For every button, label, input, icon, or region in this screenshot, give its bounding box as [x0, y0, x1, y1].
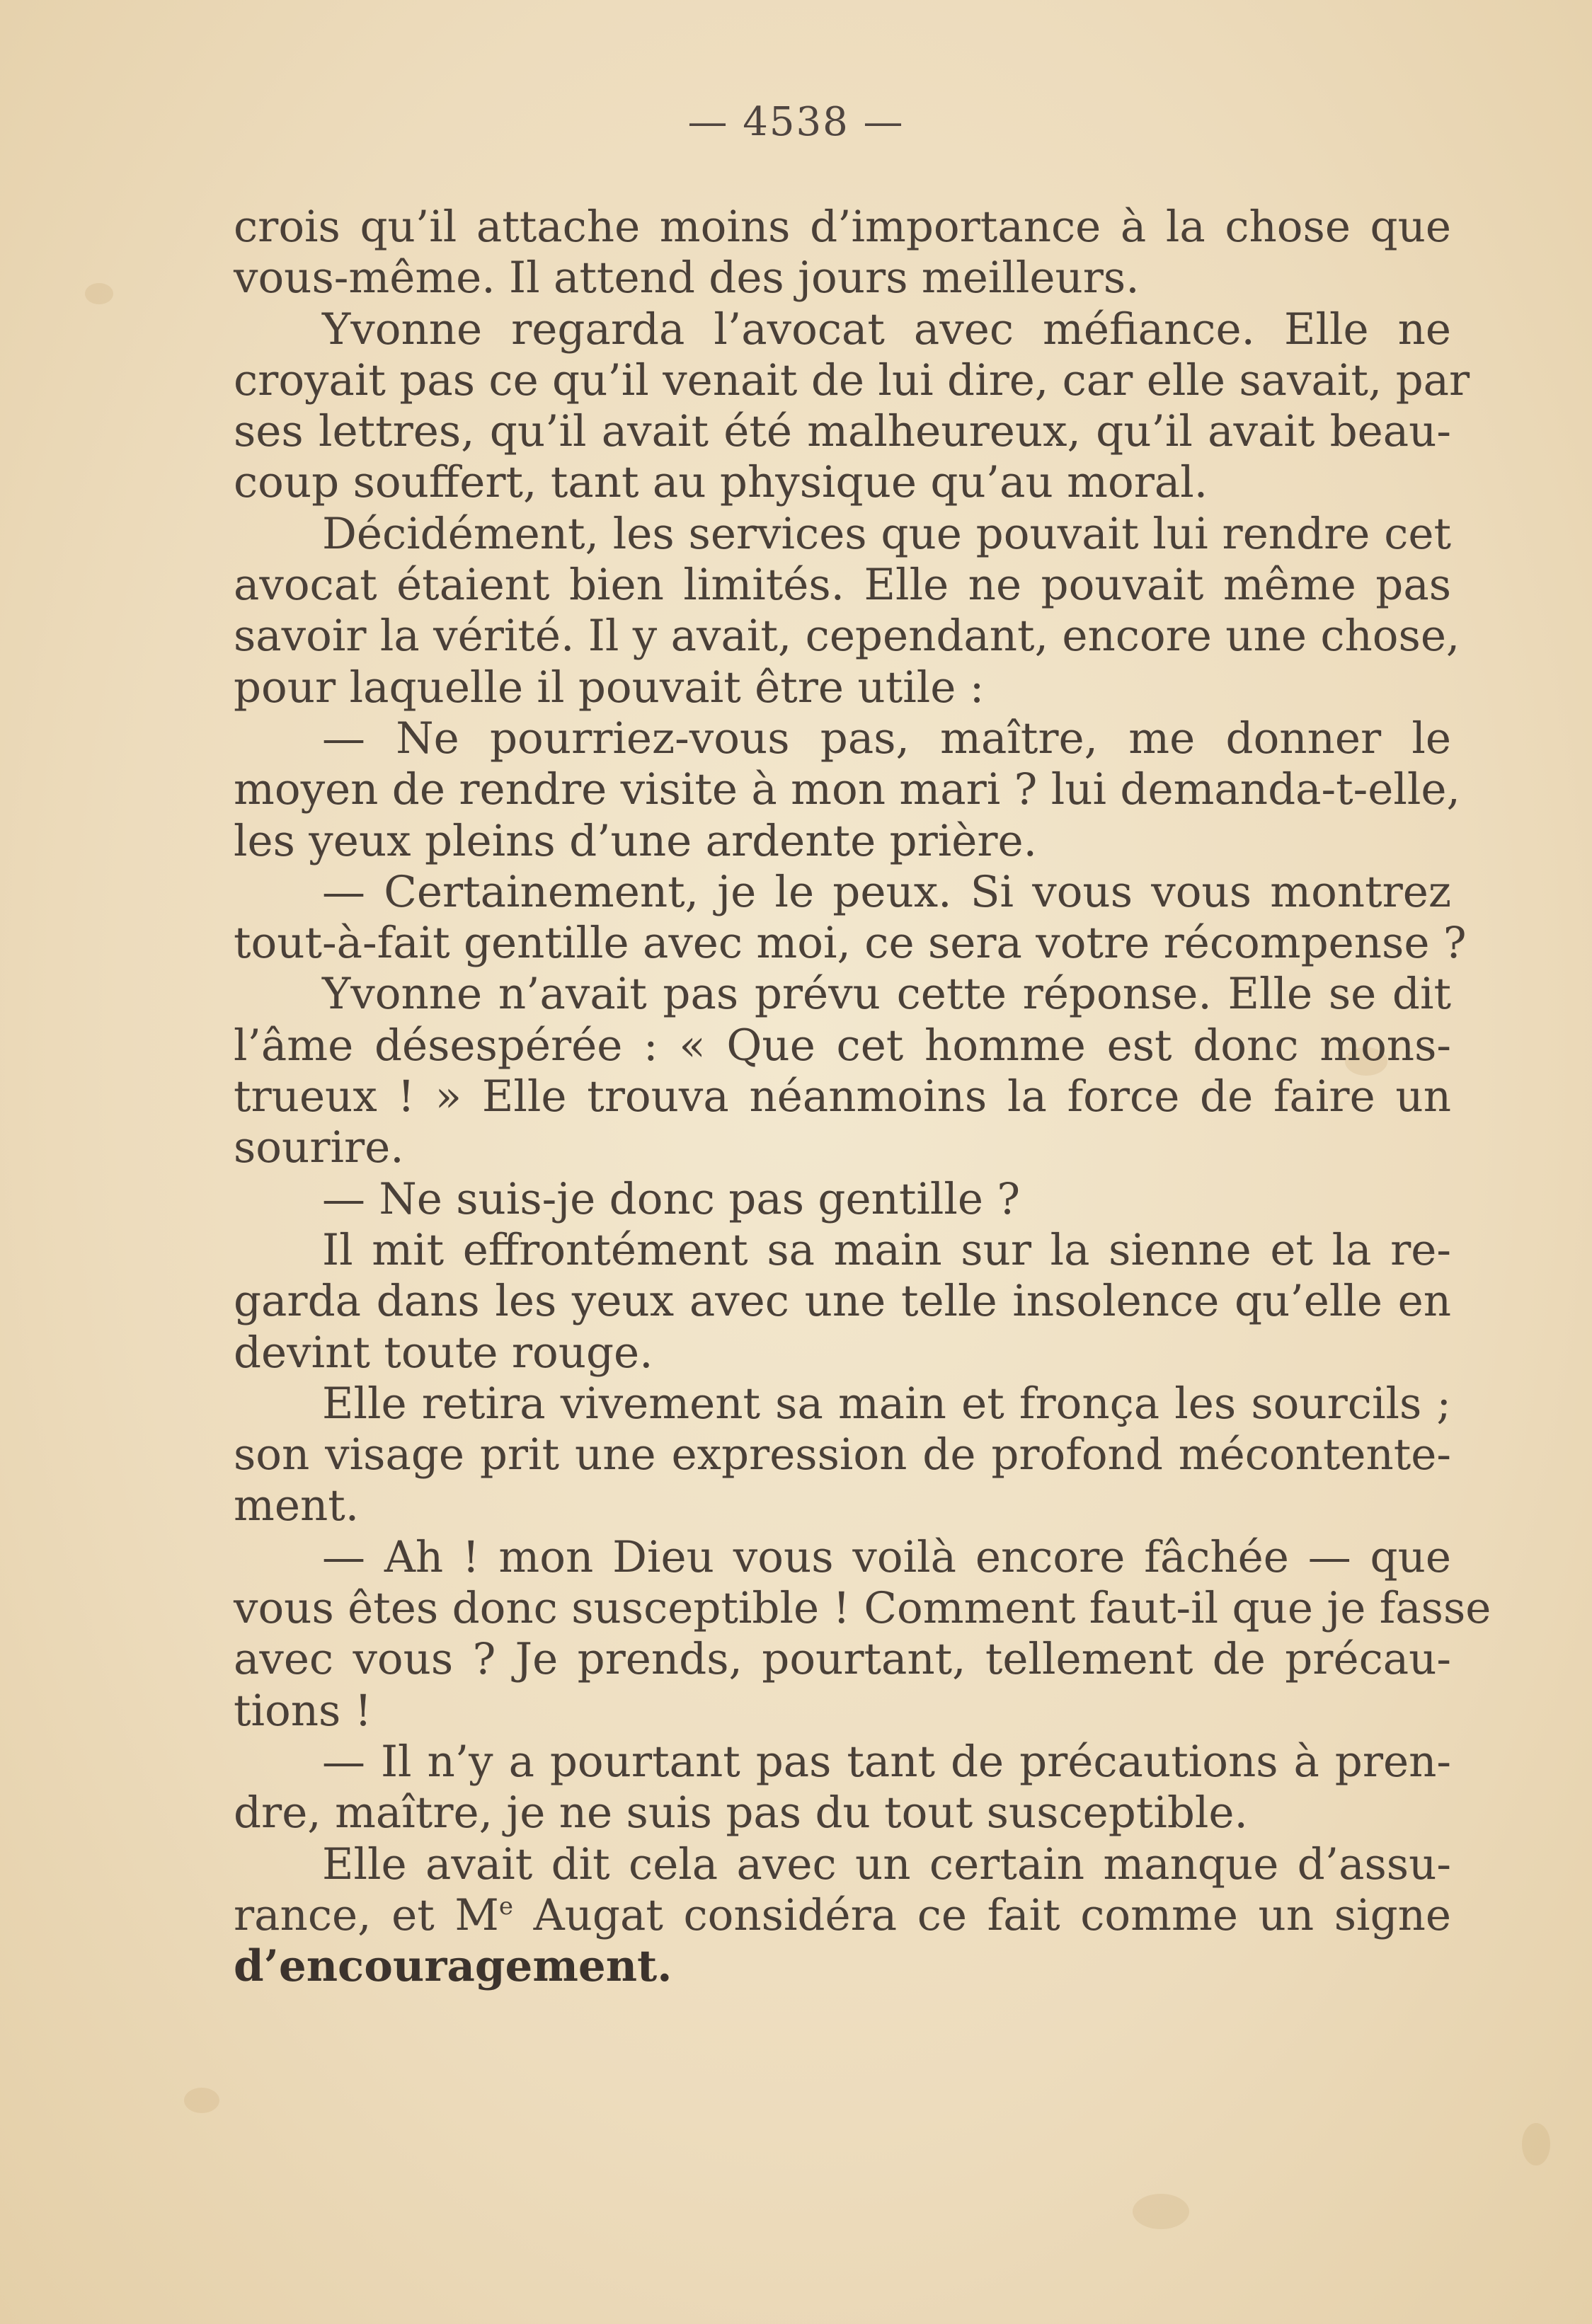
text-line: garda dans les yeux avec une telle insolence qu’elle en — [234, 1276, 1451, 1327]
text-line: crois qu’il attache moins d’importance à la chose que — [234, 202, 1451, 252]
text-line: trueux ! » Elle trouva néanmoins la force de faire un — [234, 1071, 1451, 1122]
text-line: — Certainement, je le peux. Si vous vous montrez — [322, 866, 1451, 917]
text-line: vous-même. Il attend des jours meilleurs. — [234, 253, 1140, 304]
text-line: sourire. — [234, 1122, 404, 1173]
text-line: Elle avait dit cela avec un certain manque d’assu- — [322, 1839, 1451, 1889]
text-segment: Augat considéra ce fait comme un signe — [512, 1889, 1452, 1940]
text-line: devint toute rouge. — [234, 1327, 653, 1378]
text-line: — Ne pourriez-vous pas, maître, me donner le — [322, 713, 1451, 764]
text-line: savoir la vérité. Il y avait, cependant, encore une chose, — [234, 611, 1460, 662]
text-line: Il mit effrontément sa main sur la sienne et la re- — [322, 1224, 1451, 1275]
text-line: — Ne suis-je donc pas gentille ? — [322, 1173, 1021, 1224]
text-line: — Ah ! mon Dieu vous voilà encore fâchée — que — [322, 1531, 1451, 1582]
text-line: les yeux pleins d’une ardente prière. — [234, 815, 1038, 866]
text-line: pour laquelle il pouvait être utile : — [234, 662, 985, 713]
paper-stain — [184, 2088, 219, 2113]
text-line: ment. — [234, 1480, 360, 1531]
paper-stain — [1522, 2123, 1550, 2165]
text-line: — Il n’y a pourtant pas tant de précautions à pren- — [322, 1736, 1451, 1787]
text-line: Décidément, les services que pouvait lui rendre cet — [322, 508, 1451, 559]
body-text — [234, 202, 1491, 1992]
page-number: — 4538 — — [687, 99, 905, 145]
text-line — [234, 1890, 1451, 1941]
text-line: dre, maître, je ne suis pas du tout susceptible. — [234, 1788, 1248, 1839]
text-line: ses lettres, qu’il avait été malheureux, qu’il avait beau- — [234, 406, 1451, 457]
text-line: d’encouragement. — [234, 1941, 672, 1992]
text-line: tions ! — [234, 1685, 372, 1736]
paper-stain — [85, 283, 113, 304]
paper-stain — [1133, 2194, 1189, 2229]
text-line: vous êtes donc susceptible ! Comment faut-il que je fasse — [234, 1583, 1491, 1634]
text-line: avec vous ? Je prends, pourtant, tellement de précau- — [234, 1634, 1451, 1685]
text-line: Yvonne n’avait pas prévu cette réponse. Elle se dit — [322, 969, 1451, 1020]
text-line: Elle retira vivement sa main et fronça les sourcils ; — [322, 1378, 1451, 1429]
superscript: e — [498, 1892, 513, 1921]
text-line: moyen de rendre visite à mon mari ? lui demanda-t-elle, — [234, 764, 1460, 815]
text-line: coup souffert, tant au physique qu’au moral. — [234, 457, 1208, 508]
text-line: Yvonne regarda l’avocat avec méfiance. Elle ne — [322, 304, 1451, 355]
text-segment: rance, et M — [234, 1889, 499, 1940]
text-line: son visage prit une expression de profond mécontente- — [234, 1430, 1451, 1480]
text-line: tout-à-fait gentille avec moi, ce sera votre récompense ? — [234, 918, 1467, 969]
text-line: avocat étaient bien limités. Elle ne pouvait même pas — [234, 560, 1451, 611]
text-line: croyait pas ce qu’il venait de lui dire, car elle savait, par — [234, 355, 1470, 405]
text-line: l’âme désespérée : « Que cet homme est donc mons- — [234, 1020, 1451, 1071]
